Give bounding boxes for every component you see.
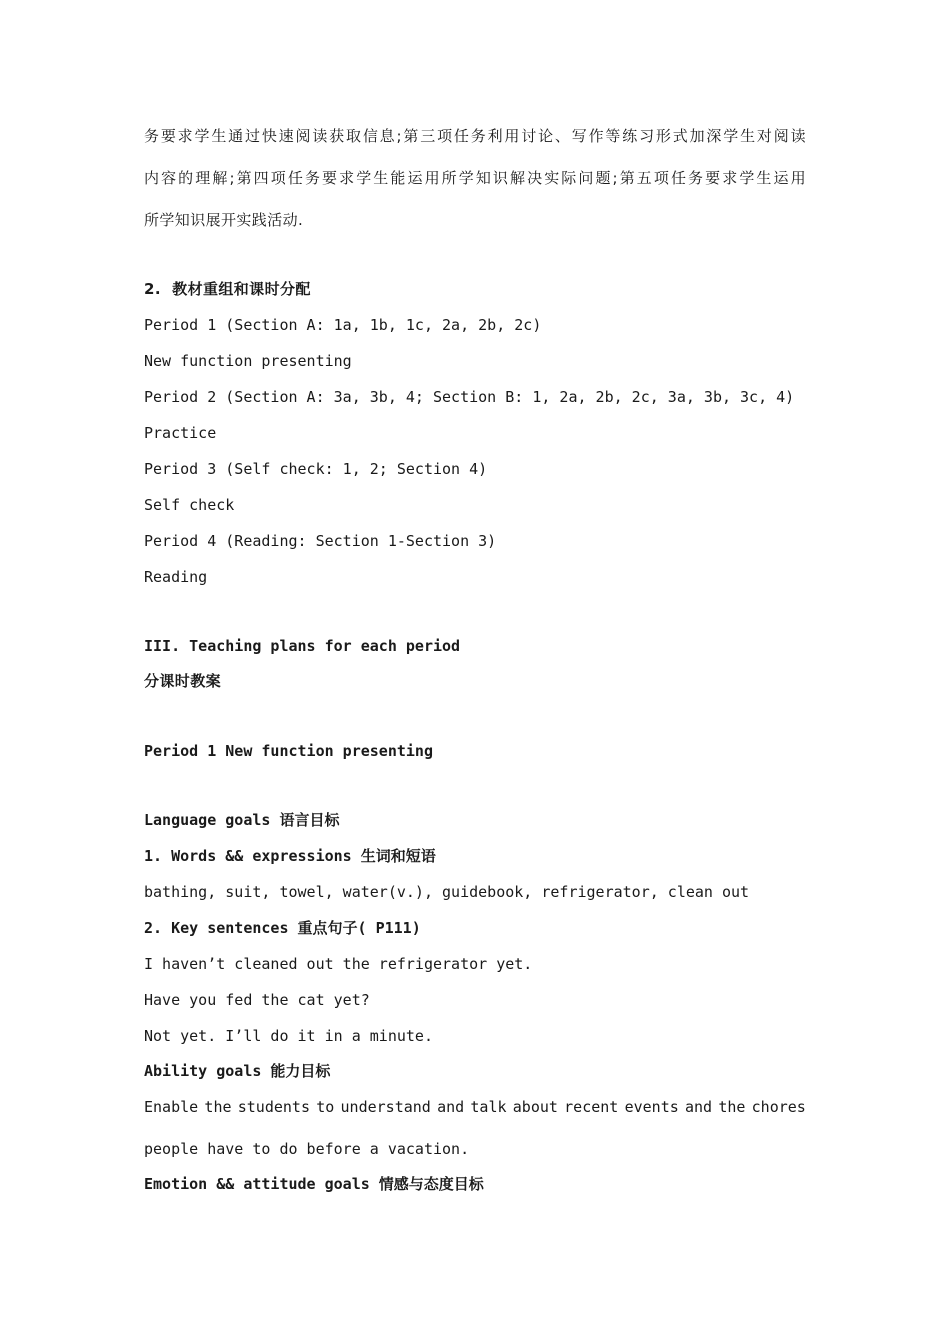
sentence-1: I haven’t cleaned out the refrigerator yet.	[144, 955, 533, 973]
period-1-title: Period 1 (Section A: 1a, 1b, 1c, 2a, 2b, 2c)	[144, 316, 542, 334]
ability-goals-line-2: people have to do before a vacation.	[144, 1140, 470, 1158]
period-2-title: Period 2 (Section A: 3a, 3b, 4; Section B: 1, 2a, 2b, 2c, 3a, 3b, 3c, 4)	[144, 388, 795, 406]
intro-line-1: 务要求学生通过快速阅读获取信息;第三项任务利用讨论、写作等练习形式加深学生对阅读	[144, 127, 806, 145]
language-goals-heading: Language goals 语言目标	[144, 811, 340, 829]
ability-word: about	[512, 1098, 558, 1116]
sentences-heading: 2. Key sentences 重点句子( P111)	[144, 919, 421, 937]
ability-word: the	[204, 1098, 232, 1116]
ability-word: Enable	[144, 1098, 199, 1116]
ability-word: to	[316, 1098, 335, 1116]
intro-line-2: 内容的理解;第四项任务要求学生能运用所学知识解决实际问题;第五项任务要求学生运用	[144, 169, 806, 187]
section-3-heading-en: III. Teaching plans for each period	[144, 637, 461, 655]
period-3-desc: Self check	[144, 496, 235, 514]
sentence-2: Have you fed the cat yet?	[144, 991, 370, 1009]
sentence-3: Not yet. I’ll do it in a minute.	[144, 1027, 433, 1045]
ability-word: understand	[340, 1098, 431, 1116]
ability-word: events	[624, 1098, 679, 1116]
ability-word: and	[437, 1098, 465, 1116]
intro-line-3: 所学知识展开实践活动.	[144, 211, 304, 229]
words-heading: 1. Words && expressions 生词和短语	[144, 847, 436, 865]
period-3-title: Period 3 (Self check: 1, 2; Section 4)	[144, 460, 488, 478]
section-3-heading-cn: 分课时教案	[144, 672, 222, 690]
words-list: bathing, suit, towel, water(v.), guidebook, refrigerator, clean out	[144, 883, 750, 901]
ability-goals-heading: Ability goals 能力目标	[144, 1062, 331, 1080]
ability-word: students	[237, 1098, 310, 1116]
period-4-title: Period 4 (Reading: Section 1-Section 3)	[144, 532, 497, 550]
ability-goals-line-1	[144, 1097, 806, 1117]
ability-word: recent	[564, 1098, 619, 1116]
period-2-desc: Practice	[144, 424, 217, 442]
emotion-goals-heading: Emotion && attitude goals 情感与态度目标	[144, 1175, 484, 1193]
section-2-heading: 2. 教材重组和课时分配	[144, 280, 311, 298]
ability-word: the	[718, 1098, 746, 1116]
period-1-desc: New function presenting	[144, 352, 352, 370]
ability-word: talk	[470, 1098, 507, 1116]
ability-word: and	[685, 1098, 713, 1116]
ability-word: chores	[751, 1098, 806, 1116]
period-4-desc: Reading	[144, 568, 208, 586]
period-1-heading: Period 1 New function presenting	[144, 742, 433, 760]
